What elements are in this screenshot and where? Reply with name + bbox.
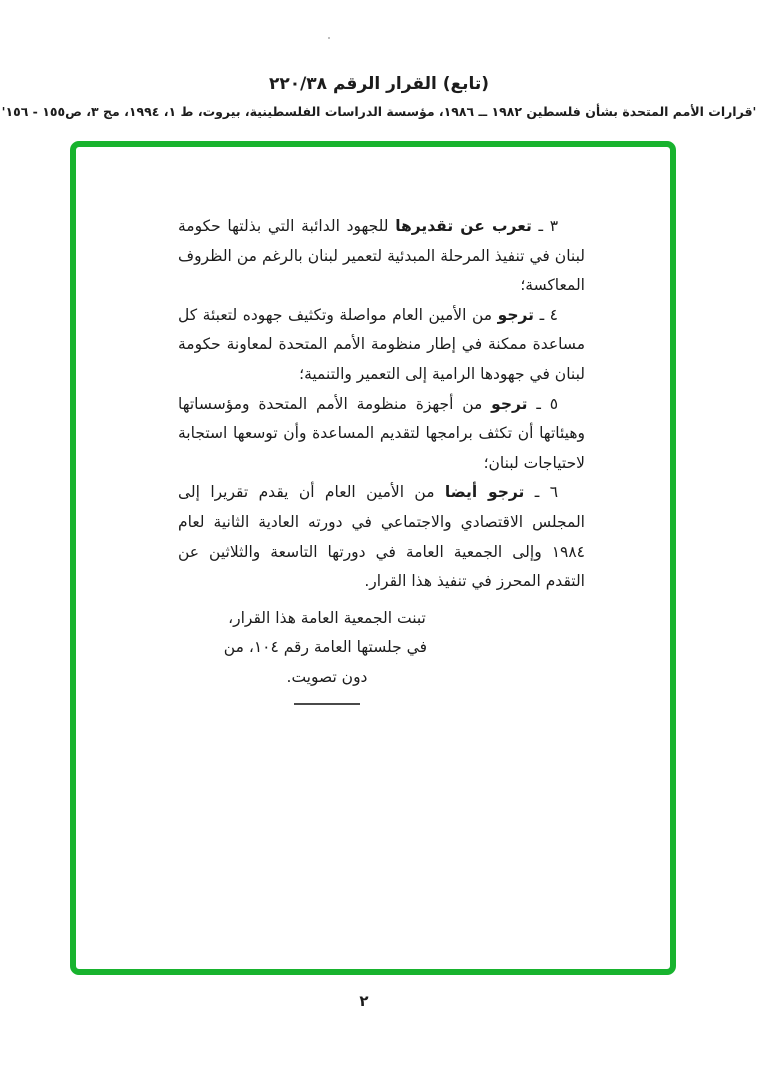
paragraph-dash: ـ xyxy=(539,305,545,324)
paragraph-dash: ـ xyxy=(534,483,540,502)
paragraph-lead: تعرب عن تقديرها xyxy=(395,217,532,235)
paragraph-dash: ـ xyxy=(538,217,543,235)
resolution-paragraph-5 xyxy=(178,390,585,479)
adoption-note-line: في جلستها العامة رقم ١٠٤، من xyxy=(223,638,427,657)
resolution-paragraph-6 xyxy=(178,478,585,596)
paragraph-number: ٤ xyxy=(549,305,558,324)
paragraph-lead: ترجو xyxy=(497,305,534,324)
paragraph-number: ٥ xyxy=(549,394,559,413)
paragraph-text: للجهود الدائبة التي بذلتها حكومة لبنان في تنفيذ المرحلة المبدئية لتعمير لبنان بالرغم من الظروف المعاكسة؛ xyxy=(178,217,585,295)
end-of-text-rule xyxy=(294,703,360,705)
paragraph-lead: ترجو xyxy=(491,394,528,413)
paragraph-text: من الأمين العام أن يقدم تقريرا إلى المجلس الاقتصادي والاجتماعي في دورته العادية الثانية لعام ١٩٨٤ وإلى الجمعية العامة في دورتها التاسعة والثلاثين عن التقدم المحرز في تنفيذ هذا القرار. xyxy=(178,483,585,591)
paragraph-text: من أجهزة منظومة الأمم المتحدة ومؤسساتها وهيئاتها أن تكثف برامجها لتقديم المساعدة وأن توسعها استجابة لاحتياجات لبنان؛ xyxy=(178,394,585,472)
resolution-title: (تابع) القرار الرقم ٢٢٠/٣٨ xyxy=(268,74,490,94)
paragraph-text: من الأمين العام مواصلة وتكثيف جهوده لتعبئة كل مساعدة ممكنة في إطار منظومة الأمم المتحدة لمعاونة حكومة لبنان في جهودها الرامية إلى التعمير والتنمية؛ xyxy=(178,305,585,383)
paragraph-dash: ـ xyxy=(536,394,541,413)
paragraph-number: ٣ xyxy=(549,217,559,235)
source-citation: 'قرارات الأمم المتحدة بشأن فلسطين ١٩٨٢ ــ ١٩٨٦، مؤسسة الدراسات الفلسطينية، بيروت، ط ١، ١٩٩٤، مج ٣، ص١٥٥ - ١٥٦' xyxy=(1,104,757,119)
resolution-paragraph-3 xyxy=(178,212,585,301)
page-number: ٢ xyxy=(359,992,369,1010)
adoption-note-line: دون تصويت. xyxy=(286,667,368,686)
resolution-paragraph-4 xyxy=(178,301,585,390)
paragraph-number: ٦ xyxy=(549,483,559,502)
adoption-note-line: تبنت الجمعية العامة هذا القرار، xyxy=(228,608,426,627)
adoption-note xyxy=(223,604,427,705)
scan-artifact-dot xyxy=(328,37,330,39)
resolution-text-column xyxy=(178,212,585,705)
paragraph-lead: ترجو أيضا xyxy=(444,483,525,502)
